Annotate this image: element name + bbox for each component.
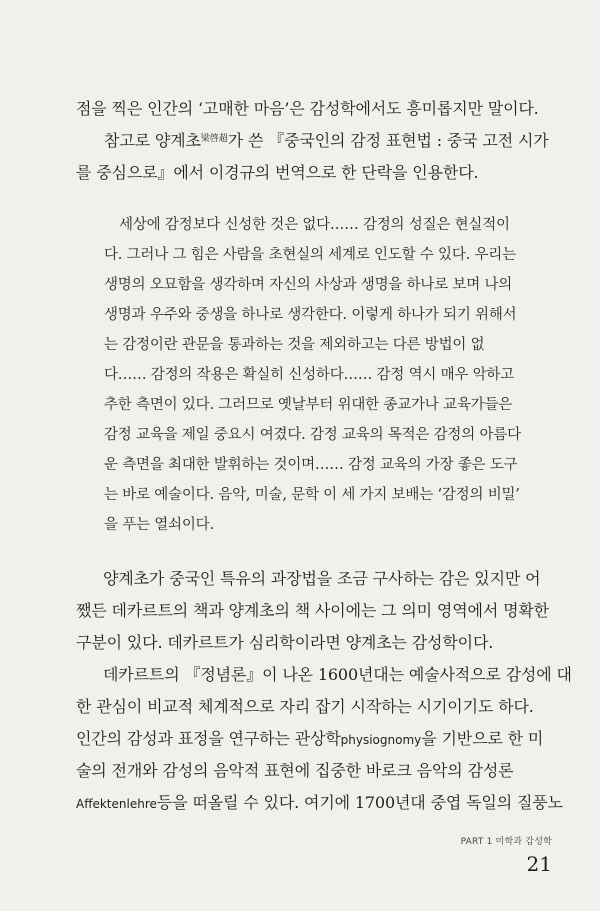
quote-line-7 (0, 393, 600, 414)
quote-line-10-text: 는 바로 예술이다. 음악, 미술, 문학 이 세 가지 보배는 ‘감정의 비밀’ (104, 487, 520, 503)
quote-line-10 (0, 483, 600, 504)
text-line-1 (0, 96, 600, 119)
quote-line-9-text: 운 측면을 최대한 발휘하는 것이며…… 감정 교육의 가장 좋은 도구 (104, 457, 518, 473)
paragraph-line-8-end: 등을 떠올릴 수 있다. 여기에 1700년대 중엽 독일의 질풍노 (156, 793, 563, 812)
paragraph-line-2-text: 쨌든 데카르트의 책과 양계초의 책 사이에는 그 의미 영역에서 명확한 (76, 601, 549, 620)
quote-line-5 (0, 333, 600, 354)
paragraph-line-8 (0, 790, 600, 813)
paragraph-line-3 (0, 630, 600, 653)
paragraph-line-6-start: 인간의 감성과 표정을 연구하는 관상학 (76, 729, 341, 748)
quote-line-4-text: 생명과 우주와 중생을 하나로 생각한다. 이렇게 하나가 되기 위해서 (104, 307, 517, 323)
quote-line-4 (0, 303, 600, 324)
paragraph-line-4 (0, 662, 600, 685)
quote-line-11 (0, 513, 600, 534)
quote-line-6 (0, 363, 600, 384)
paragraph-line-5 (0, 694, 600, 717)
text-line-2 (0, 128, 600, 151)
quote-line-7-text: 추한 측면이 있다. 그러므로 옛날부터 위대한 종교가나 교육가들은 (104, 397, 513, 413)
quote-line-8 (0, 423, 600, 444)
paragraph-line-7-text: 술의 전개와 감성의 음악적 표현에 집중한 바로크 음악의 감성론 (76, 761, 514, 780)
foreign-term-affektenlehre: Affektenlehre (76, 797, 157, 811)
text-line-3 (0, 160, 600, 183)
paragraph-line-3-text: 구분이 있다. 데카르트가 심리학이라면 양계초는 감성학이다. (76, 633, 494, 652)
quote-line-9 (0, 453, 600, 474)
quote-line-5-text: 는 감정이란 관문을 통과하는 것을 제외하고는 다른 방법이 없 (104, 337, 485, 353)
text-line-2-end: 가 쓴 『중국인의 감정 표현법 : 중국 고전 시가 (227, 131, 549, 150)
paragraph-line-4-text: 데카르트의 『정념론』이 나온 1600년대는 예술사적으로 감성에 대 (103, 665, 572, 684)
quote-line-6-text: 다…… 감정의 작용은 확실히 신성하다…… 감정 역시 매우 악하고 (104, 367, 515, 383)
text-line-1-text: 점을 찍은 인간의 ‘고매한 마음’은 감성학에서도 흥미롭지만 말이다. (76, 99, 539, 118)
quote-line-2 (0, 243, 600, 264)
quote-line-2-text: 다. 그러나 그 힘은 사람을 초현실의 세계로 인도할 수 있다. 우리는 (104, 247, 516, 263)
paragraph-line-1-text: 양계초가 중국인 특유의 과장법을 조금 구사하는 감은 있지만 어 (103, 569, 541, 588)
paragraph-line-6 (0, 726, 600, 749)
paragraph-line-2 (0, 598, 600, 621)
paragraph-line-6-end: 을 기반으로 한 미 (421, 729, 544, 748)
quote-line-3 (0, 273, 600, 294)
quote-line-1-text: 세상에 감정보다 신성한 것은 없다…… 감정의 성질은 현실적이 (119, 217, 510, 233)
quote-line-8-text: 감정 교육을 제일 중요시 여겼다. 감정 교육의 목적은 감정의 아름다 (104, 427, 521, 443)
hanja-annotation: 梁啓超 (200, 134, 228, 144)
foreign-term-physiognomy: physiognomy (340, 733, 422, 747)
paragraph-line-5-text: 한 관심이 비교적 체계적으로 자리 잡기 시작하는 시기이기도 하다. (76, 697, 534, 716)
quote-line-1 (0, 213, 600, 234)
text-line-3-text: 를 중심으로』에서 이경규의 번역으로 한 단락을 인용한다. (76, 163, 479, 182)
text-line-2-start: 참고로 양계초 (104, 131, 201, 150)
footer-section-label: PART 1 미학과 감성학 (460, 837, 552, 847)
paragraph-line-1 (0, 566, 600, 589)
quote-line-11-text: 을 푸는 열쇠이다. (104, 517, 214, 533)
page-number: 21 (526, 852, 552, 876)
paragraph-line-7 (0, 758, 600, 781)
quote-line-3-text: 생명의 오묘함을 생각하며 자신의 사상과 생명을 하나로 보며 나의 (104, 277, 513, 293)
